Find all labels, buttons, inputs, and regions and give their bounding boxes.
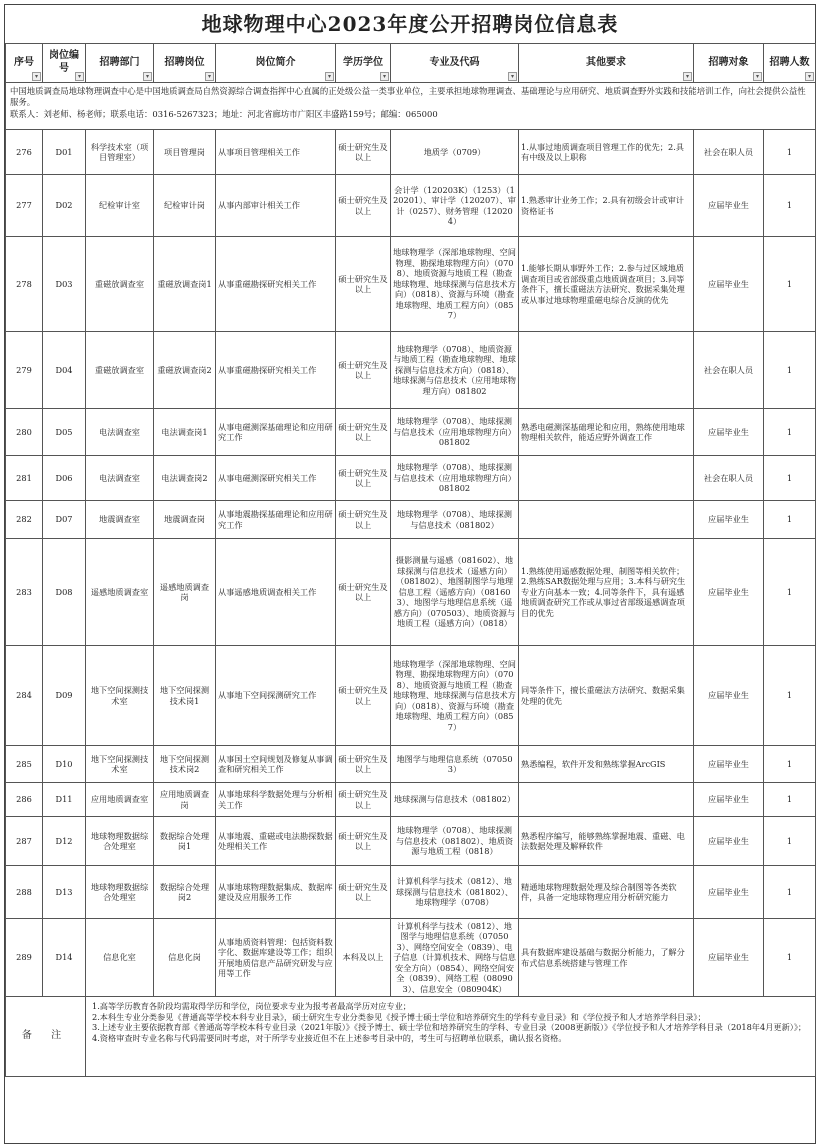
cell-desc: 从事电磁测深基础理论和应用研究工作 (216, 409, 336, 456)
col-header-edu (336, 44, 391, 83)
col-header-major (391, 44, 519, 83)
cell-edu: 硕士研究生及以上 (336, 409, 391, 456)
cell-requirements: 1.熟悉审计业务工作；2.具有初级会计或审计资格证书 (519, 175, 694, 237)
table-row (6, 409, 816, 456)
cell-target: 应届毕业生 (694, 539, 764, 646)
cell-no: 289 (6, 919, 43, 997)
cell-edu: 硕士研究生及以上 (336, 866, 391, 919)
dropdown-arrow-icon[interactable]: ▾ (325, 72, 334, 81)
cell-target: 应届毕业生 (694, 237, 764, 332)
table-row (6, 746, 816, 783)
dropdown-arrow-icon[interactable]: ▾ (143, 72, 152, 81)
cell-target: 应届毕业生 (694, 783, 764, 817)
table-row (6, 539, 816, 646)
recruitment-sheet (4, 4, 816, 1144)
cell-desc: 从事项目管理相关工作 (216, 130, 336, 175)
col-header-dept (86, 44, 154, 83)
intro-text: 中国地质调查局地球物理调查中心是中国地质调查局自然资源综合调查指挥中心直属的正处级公益一类事业单位，主要承担地球物理调查、基础理论与应用研究、地质调查野外实践和技能培训工作，向社会提供公益性服务。 (10, 86, 806, 108)
cell-target: 应届毕业生 (694, 646, 764, 746)
cell-dept: 电法调查室 (86, 456, 154, 501)
cell-dept: 重磁放调查室 (86, 237, 154, 332)
cell-target: 应届毕业生 (694, 175, 764, 237)
table-row (6, 783, 816, 817)
cell-no: 278 (6, 237, 43, 332)
cell-requirements: 具有数据库建设基础与数据分析能力，了解分布式信息系统搭建与管理工作 (519, 919, 694, 997)
note-line: 3.上述专业主要依据教育部《普通高等学校本科专业目录（2021年版）》《授予博士、硕士学位和培养研究生的学科、专业目录（2008更新版）》《学位授予和人才培养学科目录（2018年4月更新）》； (92, 1022, 807, 1033)
cell-code: D12 (43, 817, 86, 866)
header-label: 序号 (14, 56, 34, 68)
cell-desc: 从事地球物理数据集成、数据库建设及应用服务工作 (216, 866, 336, 919)
cell-edu: 本科及以上 (336, 919, 391, 997)
cell-major: 地球物理学（0708）、地球探测与信息技术（应用地球物理方向）081802 (391, 456, 519, 501)
cell-major: 计算机科学与技术（0812）、地球探测与信息技术（081802）、地球物理学（0708） (391, 866, 519, 919)
cell-code: D10 (43, 746, 86, 783)
dropdown-arrow-icon[interactable]: ▾ (75, 72, 84, 81)
cell-count: 1 (764, 456, 816, 501)
cell-no: 288 (6, 866, 43, 919)
cell-code: D08 (43, 539, 86, 646)
cell-dept: 纪检审计室 (86, 175, 154, 237)
cell-desc: 从事地震、重磁或电法勘探数据处理相关工作 (216, 817, 336, 866)
note-line: 2.本科生专业分类参见《普通高等学校本科专业目录》，硕士研究生专业分类参见《授予博士硕士学位和培养研究生的学科专业目录》和《学位授予和人才培养学科目录》； (92, 1011, 706, 1022)
cell-major: 地球物理学（深部地球物理、空间物理、勘探地球物理方向）（0708）、地质资源与地质工程（勘查地球物理、地球探测与信息技术方向）（0818）、资源与环境（勘查地球物理、地质工程方向）（0857） (391, 646, 519, 746)
header-label: 学历学位 (343, 56, 383, 68)
cell-target: 应届毕业生 (694, 866, 764, 919)
cell-count: 1 (764, 539, 816, 646)
dropdown-arrow-icon[interactable]: ▾ (805, 72, 814, 81)
cell-post: 地震调查岗 (154, 501, 216, 539)
header-label: 岗位简介 (255, 56, 296, 68)
cell-code: D13 (43, 866, 86, 919)
cell-no: 277 (6, 175, 43, 237)
dropdown-arrow-icon[interactable]: ▾ (683, 72, 692, 81)
cell-count: 1 (764, 237, 816, 332)
cell-no: 280 (6, 409, 43, 456)
cell-count: 1 (764, 501, 816, 539)
cell-post: 电法调查岗2 (154, 456, 216, 501)
note-line: 4.资格审查时专业名称与代码需要同时考虑，对于所学专业接近但不在上述参考目录中的，考生可与招聘单位联系，确认报名资格。 (92, 1032, 567, 1043)
dropdown-arrow-icon[interactable]: ▾ (205, 72, 214, 81)
cell-target: 社会在职人员 (694, 456, 764, 501)
header-label: 招聘对象 (708, 56, 749, 68)
header-label: 其他要求 (586, 56, 626, 68)
cell-requirements (519, 501, 694, 539)
cell-edu: 硕士研究生及以上 (336, 130, 391, 175)
cell-desc: 从事重磁勘探研究相关工作 (216, 332, 336, 409)
cell-requirements: 熟悉电磁测深基础理论和应用，熟练使用地球物理相关软件，能适应野外调查工作 (519, 409, 694, 456)
cell-count: 1 (764, 746, 816, 783)
cell-desc: 从事国土空间规划及修复从事调查和研究相关工作 (216, 746, 336, 783)
cell-dept: 应用地质调查室 (86, 783, 154, 817)
cell-post: 电法调查岗1 (154, 409, 216, 456)
table-row (6, 130, 816, 175)
cell-requirements (519, 456, 694, 501)
cell-target: 应届毕业生 (694, 919, 764, 997)
cell-dept: 科学技术室（项目管理室） (86, 130, 154, 175)
cell-desc: 从事地质资料管理：包括资料数字化、数据库建设等工作；组织开展地质信息产品研究研发与应用等工作 (216, 919, 336, 997)
cell-count: 1 (764, 646, 816, 746)
header-label: 招聘人数 (769, 56, 810, 68)
cell-target: 应届毕业生 (694, 746, 764, 783)
header-label: 专业及代码 (429, 56, 480, 68)
dropdown-arrow-icon[interactable]: ▾ (508, 72, 517, 81)
cell-major: 会计学（120203K）（1253）（120201）、审计学（120207）、审计（0257）、财务管理（120204） (391, 175, 519, 237)
col-header-desc (216, 44, 336, 83)
cell-requirements: 同等条件下，擅长重磁法方法研究、数据采集处理的优先 (519, 646, 694, 746)
dropdown-arrow-icon[interactable]: ▾ (32, 72, 41, 81)
note-line: 1.高等学历教育各阶段均需取得学历和学位，岗位要求专业为报考者最高学历对应专业； (92, 1001, 411, 1011)
cell-count: 1 (764, 783, 816, 817)
cell-dept: 地下空间探测技术室 (86, 746, 154, 783)
cell-dept: 重磁放调查室 (86, 332, 154, 409)
cell-edu: 硕士研究生及以上 (336, 539, 391, 646)
cell-no: 279 (6, 332, 43, 409)
cell-major: 地球物理学（0708）、地质资源与地质工程（勘查地球物理、地球探测与信息技术方向）（0818）、地球探测与信息技术（应用地球物理方向）081802 (391, 332, 519, 409)
cell-requirements (519, 332, 694, 409)
cell-no: 282 (6, 501, 43, 539)
cell-desc: 从事内部审计相关工作 (216, 175, 336, 237)
cell-requirements (519, 783, 694, 817)
cell-edu: 硕士研究生及以上 (336, 175, 391, 237)
cell-no: 284 (6, 646, 43, 746)
cell-code: D06 (43, 456, 86, 501)
cell-code: D14 (43, 919, 86, 997)
cell-requirements: 精通地球物理数据处理及综合制图等各类软件，具备一定地球物理应用分析研究能力 (519, 866, 694, 919)
cell-major: 地球物理学（0708）、地球探测与信息技术（081802）、地质资源与地质工程（0818） (391, 817, 519, 866)
cell-desc: 从事地下空间探测研究工作 (216, 646, 336, 746)
cell-code: D04 (43, 332, 86, 409)
cell-code: D07 (43, 501, 86, 539)
col-header-requirements (519, 44, 694, 83)
cell-no: 276 (6, 130, 43, 175)
cell-desc: 从事遥感地质调查相关工作 (216, 539, 336, 646)
cell-dept: 地球物理数据综合处理室 (86, 817, 154, 866)
cell-edu: 硕士研究生及以上 (336, 237, 391, 332)
cell-post: 重磁放调查岗2 (154, 332, 216, 409)
cell-code: D02 (43, 175, 86, 237)
cell-dept: 电法调查室 (86, 409, 154, 456)
cell-major: 地球物理学（0708）、地球探测与信息技术（081802） (391, 501, 519, 539)
page-title: 地球物理中心2023年度公开招聘岗位信息表 (5, 5, 815, 44)
cell-major: 地质学（0709） (391, 130, 519, 175)
intro-row (6, 83, 816, 130)
cell-edu: 硕士研究生及以上 (336, 646, 391, 746)
table-row (6, 237, 816, 332)
cell-code: D11 (43, 783, 86, 817)
col-header-no (6, 44, 43, 83)
cell-target: 社会在职人员 (694, 130, 764, 175)
cell-edu: 硕士研究生及以上 (336, 456, 391, 501)
cell-code: D09 (43, 646, 86, 746)
col-header-post (154, 44, 216, 83)
cell-count: 1 (764, 919, 816, 997)
cell-count: 1 (764, 175, 816, 237)
cell-no: 286 (6, 783, 43, 817)
header-label: 招聘部门 (99, 56, 140, 68)
table-row (6, 332, 816, 409)
cell-post: 数据综合处理岗1 (154, 817, 216, 866)
cell-desc: 从事地震勘探基础理论和应用研究工作 (216, 501, 336, 539)
cell-post: 项目管理岗 (154, 130, 216, 175)
cell-post: 纪检审计岗 (154, 175, 216, 237)
dropdown-arrow-icon[interactable]: ▾ (380, 72, 389, 81)
cell-major: 摄影测量与遥感（081602）、地球探测与信息技术（遥感方向）（081802）、地图制图学与地理信息工程（遥感方向）（081603）、地图学与地理信息系统（遥感方向）（070503）、地质资源与地质工程（遥感方向）（0818） (391, 539, 519, 646)
notes-label: 备 注 (6, 997, 86, 1077)
cell-major: 计算机科学与技术（0812）、地图学与地理信息系统（070503）、网络空间安全（0839）、电子信息（计算机技术、网络与信息安全方向）（0854）、网络空间安全（0839）、网络工程（080903）、信息安全（080904K） (391, 919, 519, 997)
cell-count: 1 (764, 332, 816, 409)
cell-code: D01 (43, 130, 86, 175)
cell-count: 1 (764, 130, 816, 175)
cell-requirements: 1.熟练使用遥感数据处理、制图等相关软件；2.熟练SAR数据处理与应用；3.本科与研究生专业方向基本一致；4.同等条件下，具有遥感地质调查研究工作或从事过省部级遥感调查项目的优先 (519, 539, 694, 646)
cell-post: 遥感地质调查岗 (154, 539, 216, 646)
cell-dept: 遥感地质调查室 (86, 539, 154, 646)
cell-no: 285 (6, 746, 43, 783)
cell-no: 281 (6, 456, 43, 501)
notes-row (6, 997, 816, 1077)
cell-dept: 信息化室 (86, 919, 154, 997)
cell-no: 283 (6, 539, 43, 646)
cell-post: 信息化岗 (154, 919, 216, 997)
cell-post: 地下空间探测技术岗1 (154, 646, 216, 746)
cell-dept: 地球物理数据综合处理室 (86, 866, 154, 919)
cell-post: 重磁放调查岗1 (154, 237, 216, 332)
cell-target: 应届毕业生 (694, 817, 764, 866)
col-header-target (694, 44, 764, 83)
cell-code: D05 (43, 409, 86, 456)
positions-table (5, 43, 816, 1077)
dropdown-arrow-icon[interactable]: ▾ (753, 72, 762, 81)
cell-target: 应届毕业生 (694, 501, 764, 539)
cell-count: 1 (764, 409, 816, 456)
table-row (6, 919, 816, 997)
cell-requirements: 熟悉程序编写，能够熟练掌握地震、重磁、电法数据处理及解释软件 (519, 817, 694, 866)
cell-requirements: 熟悉编程，软件开发和熟练掌握ArcGIS (519, 746, 694, 783)
cell-edu: 硕士研究生及以上 (336, 817, 391, 866)
cell-major: 地图学与地理信息系统（070503） (391, 746, 519, 783)
header-row (6, 44, 816, 83)
cell-post: 地下空间探测技术岗2 (154, 746, 216, 783)
table-row (6, 866, 816, 919)
cell-major: 地球探测与信息技术（081802） (391, 783, 519, 817)
header-label: 岗位编号 (49, 50, 79, 74)
table-row (6, 175, 816, 237)
table-row (6, 501, 816, 539)
table-row (6, 817, 816, 866)
cell-no: 287 (6, 817, 43, 866)
cell-desc: 从事重磁勘探研究相关工作 (216, 237, 336, 332)
cell-target: 社会在职人员 (694, 332, 764, 409)
table-row (6, 646, 816, 746)
cell-edu: 硕士研究生及以上 (336, 746, 391, 783)
cell-edu: 硕士研究生及以上 (336, 332, 391, 409)
cell-post: 数据综合处理岗2 (154, 866, 216, 919)
notes-content (86, 997, 816, 1077)
cell-dept: 地震调查室 (86, 501, 154, 539)
col-header-code (43, 44, 86, 83)
table-row (6, 456, 816, 501)
cell-edu: 硕士研究生及以上 (336, 501, 391, 539)
cell-desc: 从事电磁测深研究相关工作 (216, 456, 336, 501)
cell-count: 1 (764, 817, 816, 866)
cell-code: D03 (43, 237, 86, 332)
cell-desc: 从事地球科学数据处理与分析相关工作 (216, 783, 336, 817)
intro-cell (6, 83, 816, 130)
cell-requirements: 1.从事过地质调查项目管理工作的优先；2.具有中级及以上职称 (519, 130, 694, 175)
cell-count: 1 (764, 866, 816, 919)
cell-post: 应用地质调查岗 (154, 783, 216, 817)
cell-target: 应届毕业生 (694, 409, 764, 456)
col-header-count (764, 44, 816, 83)
contact-text: 联系人：刘老师、杨老师；联系电话：0316-5267323；地址：河北省廊坊市广阳区丰盛路159号；邮编：065000 (10, 108, 438, 119)
cell-edu: 硕士研究生及以上 (336, 783, 391, 817)
header-label: 招聘岗位 (164, 56, 205, 68)
cell-major: 地球物理学（0708）、地球探测与信息技术（应用地球物理方向）081802 (391, 409, 519, 456)
cell-dept: 地下空间探测技术室 (86, 646, 154, 746)
cell-requirements: 1.能够长期从事野外工作；2.参与过区域地质调查项目或省部级重点地质调查项目；3.同等条件下，擅长重磁法方法研究、数据采集处理或从事过地球物理重磁电综合反演的优先 (519, 237, 694, 332)
cell-major: 地球物理学（深部地球物理、空间物理、勘探地球物理方向）（0708）、地质资源与地质工程（勘查地球物理、地球探测与信息技术方向）（0818）、资源与环境（勘查地球物理、地质工程方向）（0857） (391, 237, 519, 332)
